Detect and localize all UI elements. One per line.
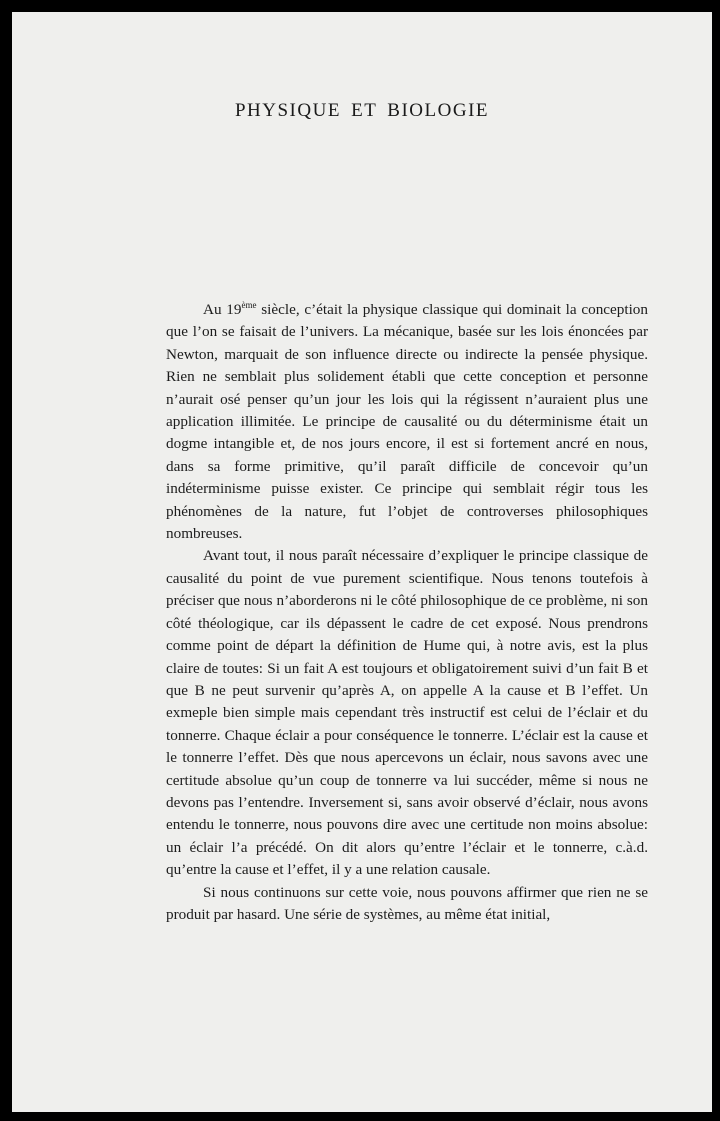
paragraph-1-rest: siècle, c’était la physique classique qui dominait la conception que l’on se faisait de l’univers. La mécanique, basée sur les lois énoncées par Newton, marquait de son influence directe ou indirecte la pensée physique. Rien ne semblait plus solidement établi que cette conception et personne n’aurait osé penser qu’un jour les lois qui la régissent n’auraient plus une application illimitée. Le principe de causalité ou du déterminisme était un dogme intangible et, de nos jours encore, il est si fortement ancré en nous, dans sa forme primitive, qu’il paraît difficile de concevoir qu’un indéterminisme puisse exister. Ce principe qui semblait régir tous les phénomènes de la nature, fut l’objet de controverses philosophiques nombreuses. — [166, 301, 648, 543]
superscript-eme: ème — [241, 300, 257, 310]
page-title: PHYSIQUE ET BIOLOGIE — [234, 100, 490, 121]
paragraph-1-start: Au 19 — [203, 301, 242, 318]
body-text — [166, 299, 648, 926]
page-sheet — [12, 12, 712, 1112]
paragraph-2: Avant tout, il nous paraît nécessaire d’expliquer le principe classique de causalité du point de vue purement scientifique. Nous tenons toutefois à préciser que nous n’aborderons ni le côté philosophique de ce problème, ni son côté théologique, car ils dépassent le cadre de cet exposé. Nous prendrons comme point de départ la définition de Hume qui, à notre avis, est la plus claire de toutes: Si un fait A est toujours et obligatoirement suivi d’un fait B et que B ne peut survenir qu’après A, on appelle A la cause et B l’effet. Un exmeple bien simple mais cependant très instructif est celui de l’éclair et du tonnerre. Chaque éclair a pour conséquence le tonnerre. L’éclair est la cause et le tonnerre l’effet. Dès que nous apercevons un éclair, nous savons avec une certitude absolue qu’un coup de tonnerre va lui succéder, même si nous ne devons pas l’entendre. Inversement si, sans avoir observé d’éclair, nous avons entendu le tonnerre, nous pouvons dire avec une certitude non moins absolue: un éclair l’a précédé. On dit alors qu’entre l’éclair et le tonnerre, c.à.d. qu’entre la cause et l’effet, il y a une relation causale. — [166, 547, 648, 879]
paragraph-3: Si nous continuons sur cette voie, nous pouvons affirmer que rien ne se produit par hasard. Une série de systèmes, au même état initial, — [166, 883, 648, 923]
paragraph-1 — [166, 299, 648, 545]
